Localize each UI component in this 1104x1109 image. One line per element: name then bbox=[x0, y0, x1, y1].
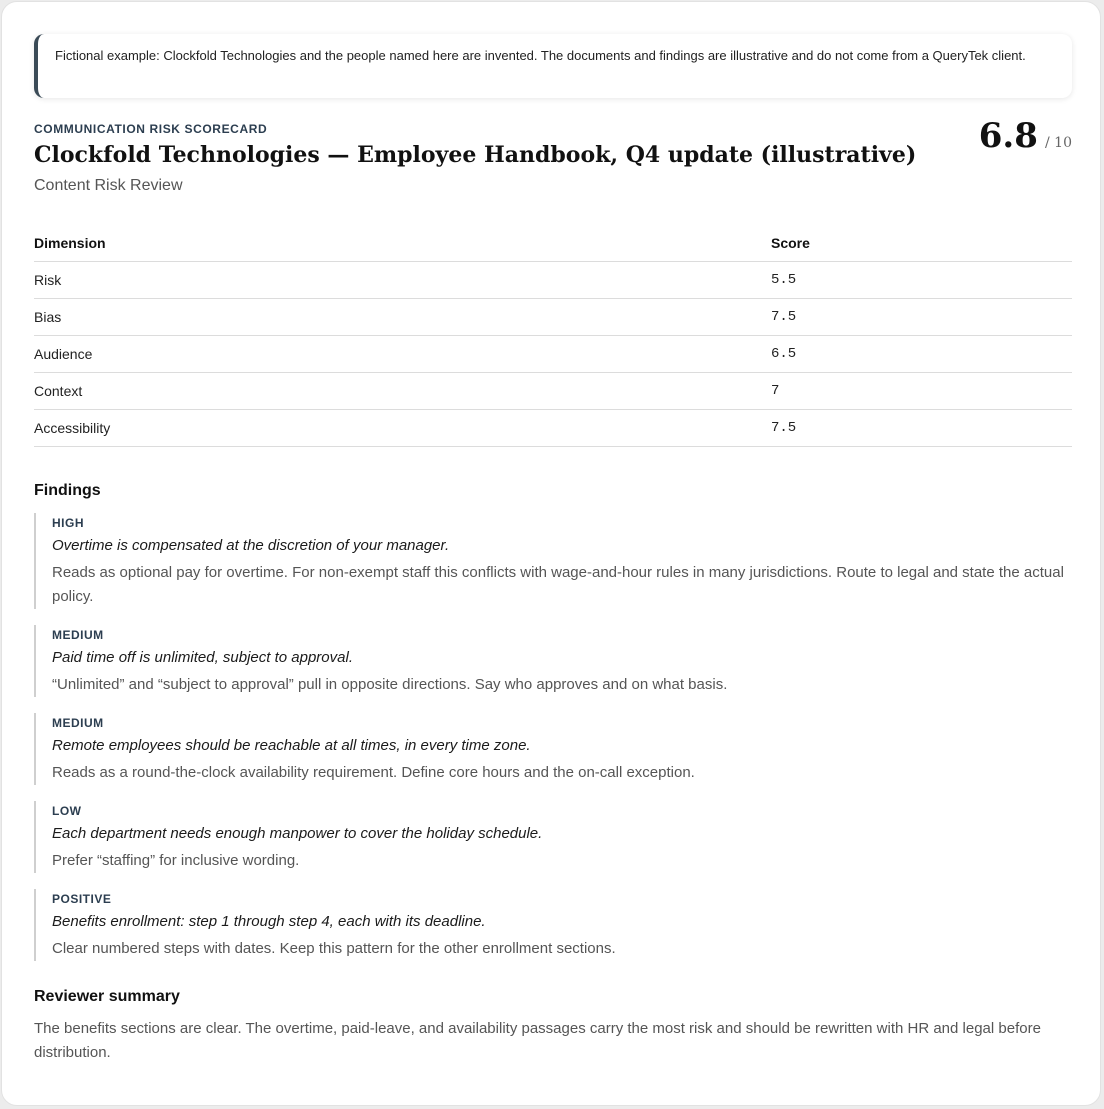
finding-note: Clear numbered steps with dates. Keep this pattern for the other enrollment sections. bbox=[52, 940, 616, 957]
page-subtitle: Content Risk Review bbox=[34, 177, 183, 194]
finding-note: Reads as a round-the-clock availability requirement. Define core hours and the on-call exception. bbox=[52, 764, 695, 781]
score-cell: 7.5 bbox=[771, 299, 1072, 336]
dimension-cell: Risk bbox=[34, 262, 771, 299]
page-title: Clockfold Technologies — Employee Handbook, Q4 update (illustrative) bbox=[34, 142, 917, 168]
eyebrow-label: COMMUNICATION RISK SCORECARD bbox=[34, 122, 268, 136]
score-cell: 5.5 bbox=[771, 262, 1072, 299]
scorecard-content bbox=[34, 34, 1072, 1065]
table-row bbox=[34, 373, 1072, 410]
finding-item bbox=[34, 625, 1072, 697]
table-row bbox=[34, 336, 1072, 373]
reviewer-summary-text: The benefits sections are clear. The overtime, paid-leave, and availability passages carry the most risk and should be rewritten with HR and legal before distribution. bbox=[34, 1020, 1041, 1061]
column-header-dimension: Dimension bbox=[34, 225, 771, 262]
finding-item bbox=[34, 713, 1072, 785]
table-header-row bbox=[34, 225, 1072, 262]
finding-quote: Remote employees should be reachable at all times, in every time zone. bbox=[52, 737, 531, 754]
findings-heading: Findings bbox=[34, 482, 101, 499]
finding-item bbox=[34, 801, 1072, 873]
dimension-cell: Context bbox=[34, 373, 771, 410]
dimension-cell: Accessibility bbox=[34, 410, 771, 447]
score-cell: 7.5 bbox=[771, 410, 1072, 447]
findings-list bbox=[34, 513, 1072, 961]
finding-quote: Each department needs enough manpower to cover the holiday schedule. bbox=[52, 825, 543, 842]
overall-score-scale: / 10 bbox=[1045, 135, 1072, 151]
reviewer-summary-heading: Reviewer summary bbox=[34, 988, 180, 1005]
finding-item bbox=[34, 513, 1072, 609]
scores-table bbox=[34, 225, 1072, 447]
fictional-notice-text: Fictional example: Clockfold Technologies and the people named here are invented. The documents and findings are illustrative and do not come from a QueryTek client. bbox=[55, 48, 1026, 63]
table-row bbox=[34, 410, 1072, 447]
dimension-cell: Bias bbox=[34, 299, 771, 336]
finding-quote: Benefits enrollment: step 1 through step 4, each with its deadline. bbox=[52, 913, 486, 930]
severity-label: MEDIUM bbox=[52, 628, 104, 642]
finding-quote: Paid time off is unlimited, subject to approval. bbox=[52, 649, 353, 666]
fictional-notice bbox=[34, 34, 1072, 98]
severity-label: POSITIVE bbox=[52, 892, 112, 906]
score-cell: 7 bbox=[771, 373, 1072, 410]
finding-note: Prefer “staffing” for inclusive wording. bbox=[52, 852, 300, 869]
scorecard-card bbox=[1, 1, 1101, 1106]
scorecard-header bbox=[34, 116, 1072, 206]
severity-label: HIGH bbox=[52, 516, 84, 530]
dimension-cell: Audience bbox=[34, 336, 771, 373]
overall-score bbox=[979, 116, 1072, 156]
table-row bbox=[34, 299, 1072, 336]
column-header-score: Score bbox=[771, 225, 1072, 262]
overall-score-value: 6.8 bbox=[978, 116, 1038, 156]
finding-quote: Overtime is compensated at the discretion of your manager. bbox=[52, 537, 450, 554]
table-row bbox=[34, 262, 1072, 299]
finding-item bbox=[34, 889, 1072, 961]
finding-note: “Unlimited” and “subject to approval” pull in opposite directions. Say who approves and on what basis. bbox=[52, 676, 728, 693]
severity-label: MEDIUM bbox=[52, 716, 104, 730]
severity-label: LOW bbox=[52, 804, 82, 818]
score-cell: 6.5 bbox=[771, 336, 1072, 373]
finding-note: Reads as optional pay for overtime. For non-exempt staff this conflicts with wage-and-hour rules in many jurisdictions. Route to legal and state the actual policy. bbox=[52, 564, 1064, 605]
